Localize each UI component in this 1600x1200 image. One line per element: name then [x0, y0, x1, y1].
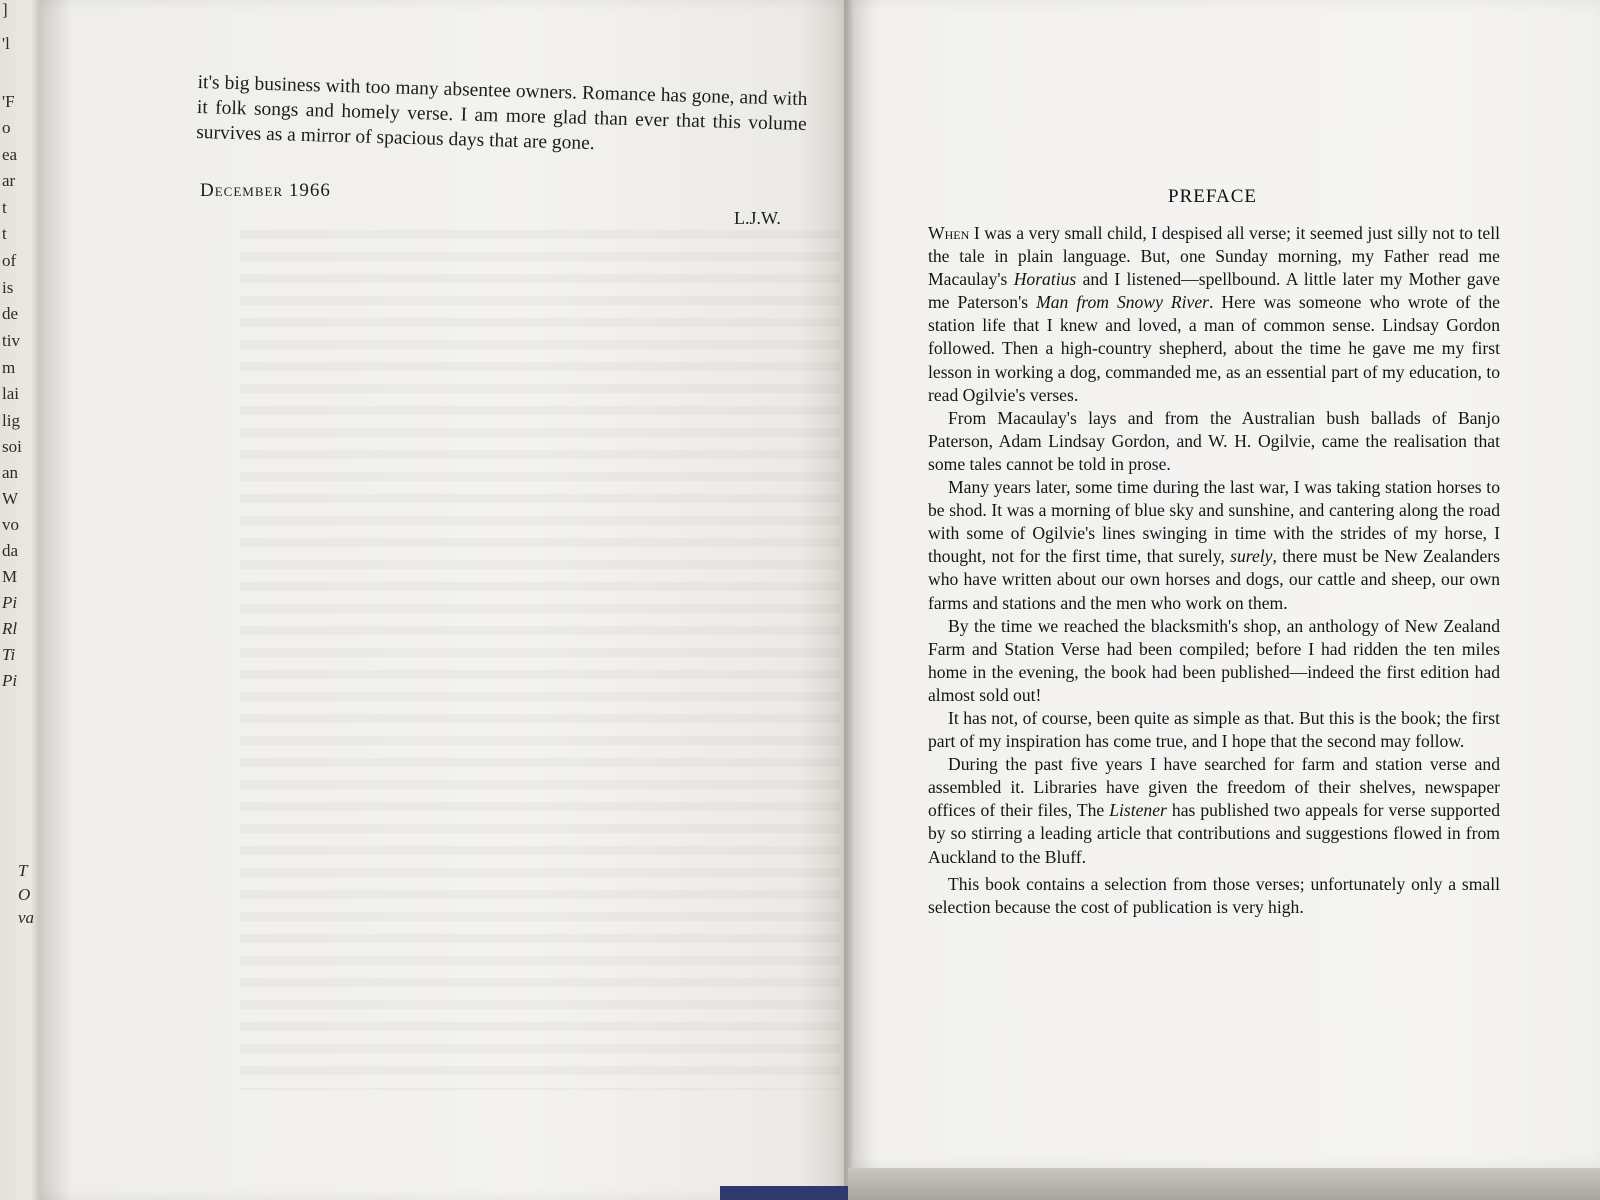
underlying-text-fragment: Rl	[2, 619, 18, 638]
preface-paragraph-3	[928, 476, 1500, 615]
underlying-text-fragment: O	[18, 885, 31, 904]
underlying-text-fragment: va	[18, 908, 35, 927]
underlying-text-fragment: o	[2, 118, 11, 137]
underlying-text-fragment: T	[18, 861, 28, 880]
underlying-text-fragment: ar	[2, 171, 16, 190]
text-run: During the past five years I have searched for farm and station verse and assembled it. Libraries have given the freedom of their shelves, newspaper offices of their files, The	[928, 754, 1500, 821]
underlying-text-fragment: tiv	[2, 331, 20, 350]
show-through-text	[240, 230, 840, 1090]
text-run: and I listened—spellbound. A little later my Mother gave me Paterson's	[928, 269, 1500, 313]
underlying-text-fragment: t	[2, 198, 7, 217]
left-page	[40, 0, 848, 1200]
underlying-text-fragment: is	[2, 278, 14, 297]
text-run: Many years later, some time during the last war, I was taking station horses to be shod. It was a morning of blue sky and sunshine, and cantering along the road with some of Ogilvie's lines swinging in time with the strides of my horse, I thought, not for the first time, that surely,	[928, 477, 1500, 567]
underlying-text-fragment: de	[2, 304, 19, 323]
page-bottom-edge	[848, 1168, 1600, 1200]
underlying-text-fragment: Pi	[2, 593, 18, 612]
underlying-book-edge	[0, 0, 44, 1200]
preface-heading: PREFACE	[1168, 186, 1258, 207]
preface-body	[928, 222, 1500, 919]
text-run: . Here was someone who wrote of the station life that I knew and loved, a man of common sense. Lindsay Gordon followed. Then a high-country shepherd, about the time he gave me my first lesson in working a dog, commanded me, as an essential part of my education, to read Ogilvie's verses.	[928, 292, 1500, 405]
preface-paragraph-6	[928, 753, 1500, 868]
preface-paragraph-2: From Macaulay's lays and from the Australian bush ballads of Banjo Paterson, Adam Lindsay Gordon, and W. H. Ogilvie, came the realisation that some tales cannot be told in prose.	[928, 407, 1500, 474]
book-cover-edge	[720, 1186, 848, 1200]
text-run: has published two appeals for verse supported by so stirring a leading article that contributions and suggestions flowed in from Auckland to the Bluff.	[928, 800, 1500, 867]
underlying-text-fragment: lig	[2, 411, 20, 430]
book-gutter	[844, 0, 854, 1200]
preface-paragraph-7: This book contains a selection from those verses; unfortunately only a small selection because the cost of publication is very high.	[928, 873, 1500, 917]
title-man-from-snowy-river: Man from Snowy River	[1036, 292, 1209, 313]
underlying-text-fragment: ea	[2, 145, 18, 164]
underlying-text-fragment: of	[2, 251, 17, 270]
underlying-text-fragment: m	[2, 358, 16, 377]
text-run: I was a very small child, I despised all verse; it seemed just silly not to tell the tale in plain language. But, one Sunday morning, my Father read me Macaulay's	[928, 223, 1500, 290]
underlying-text-fragment: 'l	[2, 34, 10, 53]
underlying-text-fragment: t	[2, 224, 7, 243]
preface-paragraph-5: It has not, of course, been quite as simple as that. But this is the book; the first part of my inspiration has come true, and I hope that the second may follow.	[928, 707, 1500, 752]
underlying-text-fragment: vo	[2, 515, 19, 534]
underlying-text-fragment: lai	[2, 384, 19, 403]
preface-paragraph-4: By the time we reached the blacksmith's shop, an anthology of New Zealand Farm and Station Verse had been compiled; before I had ridden the ten miles home in the evening, the book had been published—indeed the first edition had almost sold out!	[928, 615, 1500, 705]
underlying-text-fragment: Pi	[2, 671, 18, 690]
text-run: , there must be New Zealanders who have written about our own horses and dogs, our cattle and sheep, our own farms and stations and the men who work on them.	[928, 546, 1501, 613]
closing-paragraph: it's big business with too many absentee owners. Romance has gone, and with it folk songs and homely verse. I am more glad than ever that this volume survives as a mirror of spacious days that are gone.	[195, 71, 808, 155]
underlying-text-fragment: 'F	[2, 92, 15, 111]
underlying-text-fragment: M	[2, 567, 18, 586]
underlying-text-fragment: an	[2, 463, 19, 482]
underlying-text-fragment: ]	[2, 0, 8, 19]
title-horatius: Horatius	[1013, 269, 1077, 290]
author-initials: L.J.W.	[734, 208, 781, 228]
preface-paragraph-1	[928, 222, 1500, 407]
underlying-text-fragment: W	[2, 489, 19, 508]
foreword-date: December 1966	[200, 180, 331, 201]
underlying-text-fragment: da	[2, 541, 19, 560]
underlying-text-fragment: soi	[2, 437, 22, 456]
emphasis-surely: surely	[1230, 546, 1273, 567]
drop-lead-word: When	[928, 223, 970, 243]
underlying-text-fragment: Ti	[2, 645, 16, 664]
title-listener: Listener	[1109, 800, 1167, 821]
